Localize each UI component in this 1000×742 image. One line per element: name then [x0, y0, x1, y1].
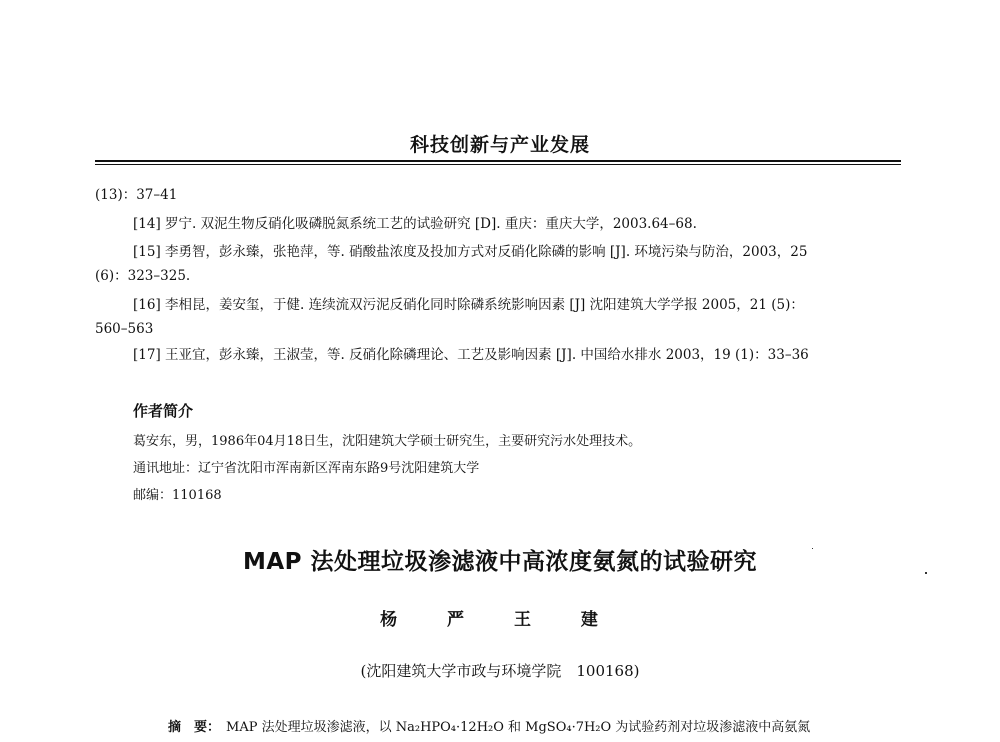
reference-15-cont: (6)：323–325.	[95, 268, 191, 284]
reference-17: [17] 王亚宜，彭永臻，王淑莹，等. 反硝化除磷理论、工艺及影响因素 [J]. 中国给水排水 2003，19 (1)：33–36	[133, 347, 809, 363]
header-rule-thin	[95, 164, 901, 165]
author-address: 通讯地址：辽宁省沈阳市浑南新区浑南东路9号沈阳建筑大学	[133, 461, 480, 476]
author-postcode: 邮编：110168	[133, 488, 222, 503]
paper-authors: 杨 严 王 建	[380, 610, 620, 630]
scan-speck	[812, 548, 813, 549]
abstract-text: MAP 法处理垃圾渗滤液，以 Na₂HPO₄·12H₂O 和 MgSO₄·7H₂O 为试验药剂对垃圾渗滤液中高氨氮	[226, 720, 811, 735]
header-rule-thick	[95, 160, 901, 162]
reference-16: [16] 李相昆，姜安玺，于健. 连续流双污泥反硝化同时除磷系统影响因素 [J] 沈阳建筑大学学报 2005，21 (5)：	[133, 297, 804, 313]
reference-15: [15] 李勇智，彭永臻，张艳萍，等. 硝酸盐浓度及投加方式对反硝化除磷的影响 [J]. 环境污染与防治，2003，25	[133, 244, 808, 260]
reference-16-cont: 560–563	[95, 321, 154, 337]
reference-continuation: (13)：37–41	[95, 187, 178, 203]
reference-14: [14] 罗宁. 双泥生物反硝化吸磷脱氮系统工艺的试验研究 [D]. 重庆：重庆大学，2003.64–68.	[133, 216, 697, 232]
scan-speck	[925, 572, 927, 574]
author-bio-text: 葛安东，男，1986年04月18日生，沈阳建筑大学硕士研究生，主要研究污水处理技术。	[133, 434, 642, 449]
abstract-line	[168, 716, 810, 735]
paper-title: MAP 法处理垃圾渗滤液中高浓度氨氮的试验研究	[242, 549, 758, 575]
author-bio-heading: 作者简介	[133, 402, 194, 420]
abstract-label: 摘 要：	[168, 720, 221, 735]
paper-affiliation: (沈阳建筑大学市政与环境学院 100168)	[360, 662, 640, 680]
journal-header-title: 科技创新与产业发展	[409, 134, 590, 156]
